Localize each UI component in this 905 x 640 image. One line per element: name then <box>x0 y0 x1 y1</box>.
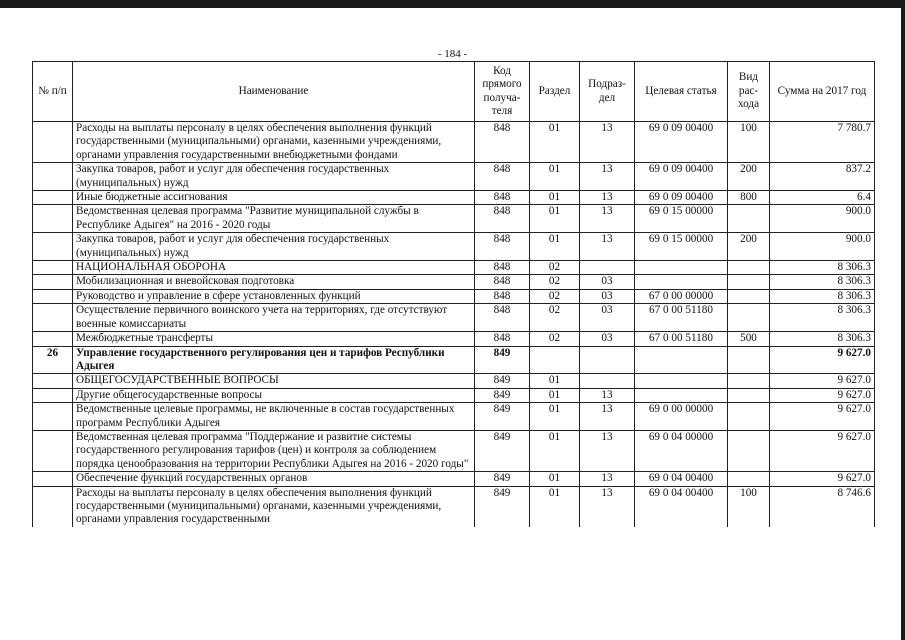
cell-exp-type: 100 <box>728 486 770 527</box>
cell-exp-type: 200 <box>728 163 770 191</box>
cell-num <box>33 275 73 289</box>
scan-top-border <box>0 0 905 8</box>
cell-name: ОБЩЕГОСУДАРСТВЕННЫЕ ВОПРОСЫ <box>73 374 475 388</box>
cell-num <box>33 304 73 332</box>
cell-num <box>33 374 73 388</box>
cell-subsection: 13 <box>580 233 635 261</box>
cell-code: 849 <box>475 374 530 388</box>
cell-subsection: 03 <box>580 275 635 289</box>
cell-exp-type <box>728 430 770 471</box>
cell-num <box>33 122 73 163</box>
cell-target: 67 0 00 00000 <box>635 289 728 303</box>
cell-code: 848 <box>475 275 530 289</box>
cell-target: 67 0 00 51180 <box>635 332 728 346</box>
cell-num <box>33 289 73 303</box>
header-code: Код прямого получа-теля <box>475 62 530 122</box>
cell-subsection: 03 <box>580 332 635 346</box>
cell-section <box>530 346 580 374</box>
cell-subsection: 13 <box>580 472 635 486</box>
cell-subsection: 13 <box>580 163 635 191</box>
cell-target <box>635 388 728 402</box>
cell-subsection: 13 <box>580 403 635 431</box>
cell-code: 848 <box>475 304 530 332</box>
cell-target: 69 0 15 00000 <box>635 205 728 233</box>
cell-subsection: 03 <box>580 289 635 303</box>
cell-code: 848 <box>475 261 530 275</box>
cell-num <box>33 332 73 346</box>
cell-name: Закупка товаров, работ и услуг для обеспечения государственных (муниципальных) нужд <box>73 163 475 191</box>
cell-exp-type <box>728 289 770 303</box>
table-row <box>33 163 875 191</box>
header-name: Наименование <box>73 62 475 122</box>
header-section: Раздел <box>530 62 580 122</box>
cell-section: 01 <box>530 374 580 388</box>
cell-num <box>33 205 73 233</box>
cell-subsection: 03 <box>580 304 635 332</box>
cell-code: 849 <box>475 430 530 471</box>
table-row <box>33 346 875 374</box>
cell-subsection: 13 <box>580 191 635 205</box>
cell-code: 848 <box>475 233 530 261</box>
cell-exp-type: 500 <box>728 332 770 346</box>
cell-exp-type: 200 <box>728 233 770 261</box>
cell-num <box>33 163 73 191</box>
cell-code: 848 <box>475 289 530 303</box>
cell-target: 69 0 04 00000 <box>635 430 728 471</box>
cell-exp-type <box>728 374 770 388</box>
cell-code: 849 <box>475 346 530 374</box>
cell-section: 01 <box>530 388 580 402</box>
cell-code: 848 <box>475 122 530 163</box>
cell-num <box>33 430 73 471</box>
cell-target <box>635 261 728 275</box>
table-row <box>33 472 875 486</box>
cell-sum: 7 780.7 <box>770 122 875 163</box>
cell-sum: 8 746.6 <box>770 486 875 527</box>
cell-code: 848 <box>475 191 530 205</box>
table-body <box>33 122 875 527</box>
table-row <box>33 261 875 275</box>
cell-section: 02 <box>530 289 580 303</box>
cell-exp-type <box>728 275 770 289</box>
cell-target: 69 0 09 00400 <box>635 163 728 191</box>
cell-exp-type <box>728 346 770 374</box>
table-row <box>33 403 875 431</box>
cell-subsection: 13 <box>580 430 635 471</box>
cell-sum: 8 306.3 <box>770 275 875 289</box>
page-number: - 184 - <box>437 48 468 60</box>
cell-exp-type <box>728 403 770 431</box>
cell-code: 848 <box>475 332 530 346</box>
cell-section: 01 <box>530 472 580 486</box>
cell-target: 69 0 09 00400 <box>635 122 728 163</box>
cell-subsection: 13 <box>580 205 635 233</box>
table-row <box>33 430 875 471</box>
cell-exp-type: 100 <box>728 122 770 163</box>
cell-sum: 8 306.3 <box>770 304 875 332</box>
cell-target: 69 0 04 00400 <box>635 472 728 486</box>
table-row <box>33 332 875 346</box>
cell-target: 69 0 00 00000 <box>635 403 728 431</box>
cell-target <box>635 346 728 374</box>
cell-target <box>635 374 728 388</box>
cell-exp-type: 800 <box>728 191 770 205</box>
cell-subsection: 13 <box>580 388 635 402</box>
cell-name: Руководство и управление в сфере установленных функций <box>73 289 475 303</box>
cell-section: 01 <box>530 403 580 431</box>
cell-section: 02 <box>530 261 580 275</box>
cell-section: 01 <box>530 191 580 205</box>
cell-name: Управление государственного регулирования цен и тарифов Республики Адыгея <box>73 346 475 374</box>
cell-section: 02 <box>530 332 580 346</box>
cell-subsection <box>580 346 635 374</box>
cell-code: 849 <box>475 403 530 431</box>
header-exp-type: Вид рас-хода <box>728 62 770 122</box>
header-num: № п/п <box>33 62 73 122</box>
cell-sum: 9 627.0 <box>770 472 875 486</box>
cell-section: 01 <box>530 486 580 527</box>
cell-section: 01 <box>530 205 580 233</box>
table-row <box>33 388 875 402</box>
cell-name: Ведомственная целевая программа "Поддержание и развитие системы государственного регулирования тарифов (цен) и контроля за соблюдением порядка ценообразования на территории Республики Адыгея на 2016 - 2020 годы" <box>73 430 475 471</box>
table-row <box>33 205 875 233</box>
cell-code: 849 <box>475 388 530 402</box>
cell-sum: 8 306.3 <box>770 289 875 303</box>
scan-right-border <box>901 0 905 640</box>
cell-name: Другие общегосударственные вопросы <box>73 388 475 402</box>
cell-num <box>33 191 73 205</box>
cell-exp-type <box>728 261 770 275</box>
cell-sum: 900.0 <box>770 233 875 261</box>
cell-num <box>33 261 73 275</box>
cell-exp-type <box>728 472 770 486</box>
cell-exp-type <box>728 304 770 332</box>
cell-code: 848 <box>475 205 530 233</box>
header-subsection: Подраз-дел <box>580 62 635 122</box>
table-row <box>33 374 875 388</box>
cell-name: Закупка товаров, работ и услуг для обеспечения государственных (муниципальных) нужд <box>73 233 475 261</box>
cell-section: 01 <box>530 163 580 191</box>
table-row <box>33 275 875 289</box>
cell-subsection <box>580 261 635 275</box>
cell-name: Обеспечение функций государственных органов <box>73 472 475 486</box>
cell-subsection: 13 <box>580 122 635 163</box>
header-target: Целевая статья <box>635 62 728 122</box>
cell-name: Ведомственная целевая программа "Развитие муниципальной службы в Республике Адыгея" на 2016 - 2020 годы <box>73 205 475 233</box>
cell-num <box>33 486 73 527</box>
cell-section: 02 <box>530 304 580 332</box>
cell-target: 69 0 04 00400 <box>635 486 728 527</box>
cell-name: НАЦИОНАЛЬНАЯ ОБОРОНА <box>73 261 475 275</box>
cell-name: Межбюджетные трансферты <box>73 332 475 346</box>
cell-name: Ведомственные целевые программы, не включенные в состав государственных программ Республики Адыгея <box>73 403 475 431</box>
cell-section: 01 <box>530 233 580 261</box>
cell-target: 69 0 15 00000 <box>635 233 728 261</box>
cell-sum: 9 627.0 <box>770 403 875 431</box>
cell-section: 01 <box>530 122 580 163</box>
cell-sum: 9 627.0 <box>770 388 875 402</box>
cell-sum: 9 627.0 <box>770 346 875 374</box>
cell-name: Расходы на выплаты персоналу в целях обеспечения выполнения функций государственными (муниципальными) органами, казенными учреждениями, органами управления государственными <box>73 486 475 527</box>
cell-sum: 9 627.0 <box>770 374 875 388</box>
table-row <box>33 486 875 527</box>
cell-subsection <box>580 374 635 388</box>
cell-code: 848 <box>475 163 530 191</box>
cell-section: 01 <box>530 430 580 471</box>
cell-subsection: 13 <box>580 486 635 527</box>
header-sum: Сумма на 2017 год <box>770 62 875 122</box>
cell-exp-type <box>728 388 770 402</box>
table-header-row <box>33 62 875 122</box>
budget-table <box>32 61 875 527</box>
cell-target: 69 0 09 00400 <box>635 191 728 205</box>
cell-sum: 900.0 <box>770 205 875 233</box>
cell-target <box>635 275 728 289</box>
cell-section: 02 <box>530 275 580 289</box>
cell-num <box>33 472 73 486</box>
cell-name: Осуществление первичного воинского учета на территориях, где отсутствуют военные комиссариаты <box>73 304 475 332</box>
cell-name: Иные бюджетные ассигнования <box>73 191 475 205</box>
cell-num <box>33 403 73 431</box>
cell-sum: 8 306.3 <box>770 261 875 275</box>
table-row <box>33 304 875 332</box>
cell-name: Расходы на выплаты персоналу в целях обеспечения выполнения функций государственными (муниципальными) органами, казенными учреждениями, органами управления государственными внебюджетными фондами <box>73 122 475 163</box>
cell-sum: 8 306.3 <box>770 332 875 346</box>
cell-code: 849 <box>475 486 530 527</box>
cell-num: 26 <box>33 346 73 374</box>
cell-target: 67 0 00 51180 <box>635 304 728 332</box>
table-row <box>33 122 875 163</box>
cell-sum: 837.2 <box>770 163 875 191</box>
cell-name: Мобилизационная и вневойсковая подготовка <box>73 275 475 289</box>
cell-sum: 6.4 <box>770 191 875 205</box>
cell-num <box>33 388 73 402</box>
table-row <box>33 191 875 205</box>
table-row <box>33 233 875 261</box>
cell-num <box>33 233 73 261</box>
cell-code: 849 <box>475 472 530 486</box>
cell-sum: 9 627.0 <box>770 430 875 471</box>
cell-exp-type <box>728 205 770 233</box>
table-row <box>33 289 875 303</box>
